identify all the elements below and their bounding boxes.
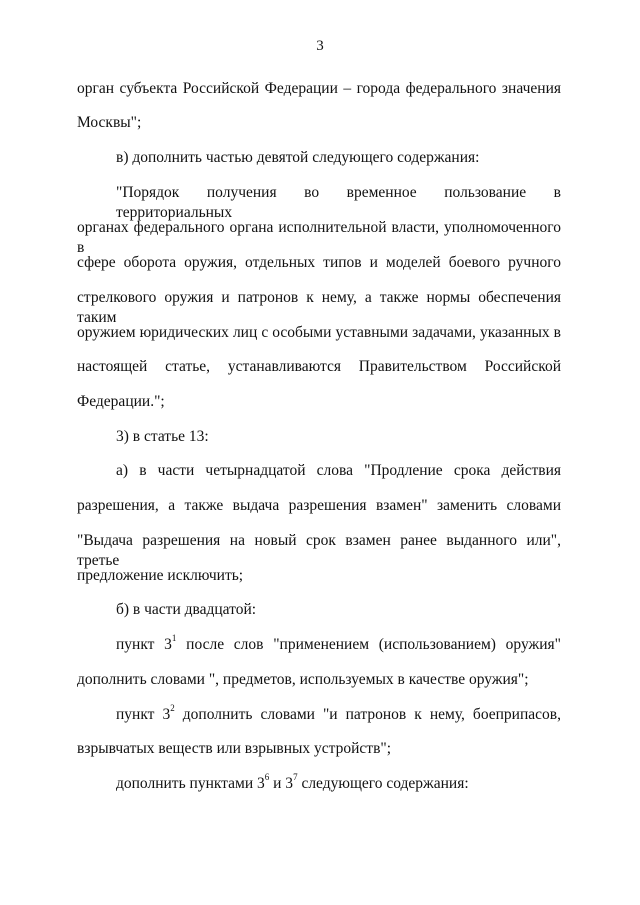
superscript: 6 bbox=[264, 771, 270, 782]
line-part: пункт 3 bbox=[116, 706, 171, 723]
paragraph-line bbox=[116, 771, 469, 794]
paragraph-line: а) в части четырнадцатой слова "Продление срока действия bbox=[116, 462, 561, 479]
page-number: 3 bbox=[316, 38, 324, 54]
paragraph-line: "Выдача разрешения на новый срок взамен ранее выданного или", третье bbox=[77, 532, 561, 569]
superscript: 7 bbox=[293, 771, 298, 782]
paragraph-line: стрелкового оружия и патронов к нему, а также нормы обеспечения таким bbox=[77, 289, 561, 326]
paragraph-line: органах федерального органа исполнительной власти, уполномоченного в bbox=[77, 219, 561, 256]
paragraph-line: сфере оборота оружия, отдельных типов и моделей боевого ручного bbox=[77, 254, 561, 271]
line-part: дополнить словами "и патронов к нему, боеприпасов, bbox=[174, 706, 561, 723]
superscript: 2 bbox=[170, 702, 175, 713]
paragraph-line: разрешения, а также выдача разрешения взамен" заменить словами bbox=[77, 497, 561, 514]
superscript: 1 bbox=[171, 632, 177, 643]
paragraph-line: Федерации."; bbox=[77, 393, 165, 410]
paragraph-line: "Порядок получения во временное пользование в территориальных bbox=[116, 184, 561, 221]
paragraph-line: б) в части двадцатой: bbox=[116, 601, 257, 618]
line-part: после слов "применением (использованием) оружия" bbox=[176, 636, 561, 653]
line-part: пункт 3 bbox=[116, 636, 172, 653]
paragraph-line: оружием юридических лиц с особыми уставными задачами, указанных в bbox=[77, 324, 561, 341]
paragraph-line: 3) в статье 13: bbox=[116, 428, 209, 445]
paragraph-line: дополнить словами ", предметов, используемых в качестве оружия"; bbox=[77, 671, 529, 688]
paragraph-line: настоящей статье, устанавливаются Правительством Российской bbox=[77, 358, 561, 375]
line-part: следующего содержания: bbox=[297, 775, 469, 792]
line-part: дополнить пунктами 3 bbox=[116, 775, 265, 792]
paragraph-line bbox=[116, 702, 561, 725]
paragraph-line: взрывчатых веществ или взрывных устройств"; bbox=[77, 740, 392, 757]
paragraph-line: предложение исключить; bbox=[77, 567, 244, 584]
paragraph-line: Москвы"; bbox=[77, 114, 142, 131]
paragraph-line bbox=[116, 632, 561, 655]
paragraph-line: в) дополнить частью девятой следующего содержания: bbox=[116, 149, 480, 166]
line-part: и 3 bbox=[269, 775, 294, 792]
paragraph-line: орган субъекта Российской Федерации – города федерального значения bbox=[77, 80, 561, 97]
